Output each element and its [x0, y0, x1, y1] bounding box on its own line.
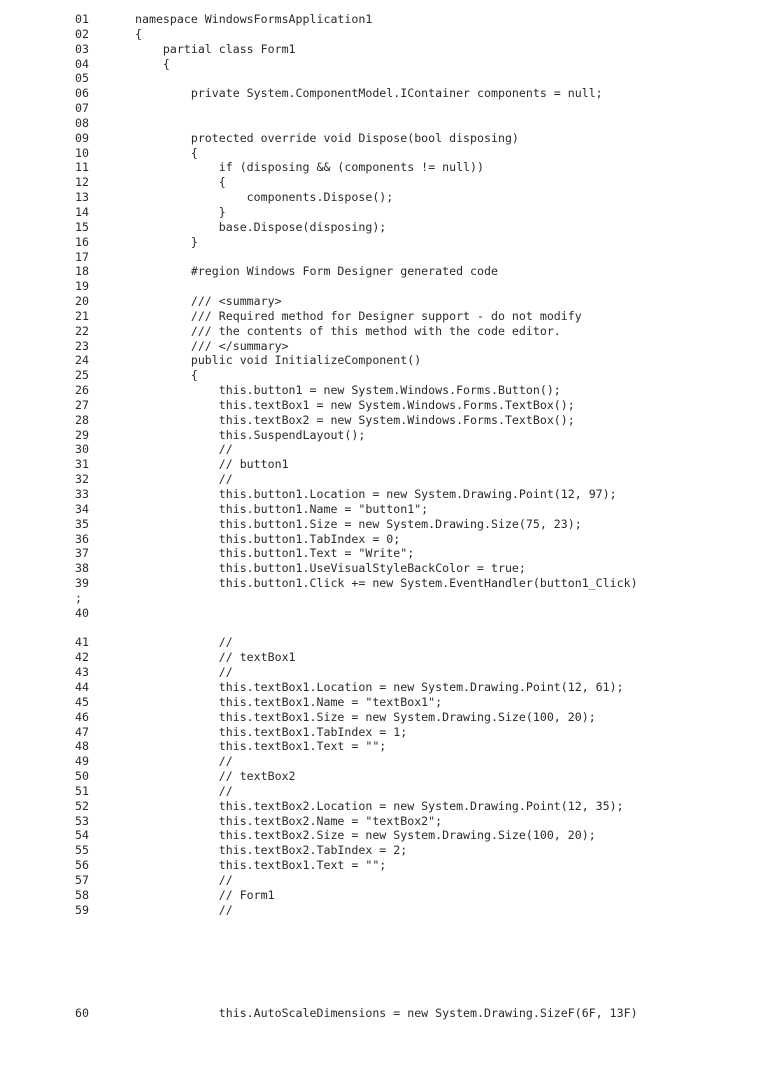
code-line [0, 546, 768, 561]
code-text: { [135, 145, 198, 160]
code-line [0, 383, 768, 398]
code-text: namespace WindowsFormsApplication1 [135, 12, 373, 26]
line-number: 04 [75, 56, 89, 71]
code-line [0, 86, 768, 101]
code-line [0, 858, 768, 873]
code-line [0, 621, 768, 636]
code-line [0, 828, 768, 843]
line-number: 55 [75, 843, 89, 858]
code-text: // [135, 872, 233, 887]
code-text: this.textBox2.TabIndex = 2; [135, 843, 408, 858]
code-text: this.AutoScaleDimensions = new System.Drawing.SizeF(6F, 13F) [135, 1006, 638, 1020]
code-text: partial class Form1 [135, 41, 296, 56]
line-number: 24 [75, 353, 89, 368]
code-line [0, 324, 768, 339]
code-text: { [135, 175, 226, 190]
line-number: 02 [75, 26, 89, 41]
code-line [0, 814, 768, 829]
code-line [0, 190, 768, 205]
code-text: this.textBox2.Size = new System.Drawing.Size(100, 20); [135, 828, 596, 843]
code-line [0, 294, 768, 309]
code-line [0, 250, 768, 265]
line-number: 45 [75, 694, 89, 709]
line-number: 11 [75, 160, 89, 175]
code-text: { [135, 368, 198, 383]
line-number: 27 [75, 397, 89, 412]
line-number: 44 [75, 679, 89, 694]
code-line [0, 843, 768, 858]
code-line [0, 487, 768, 502]
code-text: { [135, 26, 142, 41]
code-line [0, 279, 768, 294]
code-line [0, 650, 768, 665]
code-text: this.textBox2.Name = "textBox2"; [135, 813, 443, 828]
line-number: 43 [75, 665, 89, 680]
line-number: 26 [75, 383, 89, 398]
line-number: 07 [75, 101, 89, 116]
code-line [0, 888, 768, 903]
code-text: base.Dispose(disposing); [135, 219, 387, 234]
line-number: 53 [75, 813, 89, 828]
code-text: this.textBox1 = new System.Windows.Forms.TextBox(); [135, 397, 575, 412]
code-text: { [135, 56, 170, 71]
code-text: public void InitializeComponent() [135, 353, 422, 368]
code-line [0, 235, 768, 250]
code-line [0, 725, 768, 740]
code-text: // [135, 665, 233, 680]
line-number: 28 [75, 412, 89, 427]
code-line [0, 695, 768, 710]
code-line [0, 710, 768, 725]
line-number: 39 [75, 576, 89, 591]
line-number: 54 [75, 828, 89, 843]
line-number: 19 [75, 279, 89, 294]
code-line [0, 264, 768, 279]
line-number: 51 [75, 783, 89, 798]
code-text: this.button1.TabIndex = 0; [135, 531, 401, 546]
code-line [0, 398, 768, 413]
code-line [0, 57, 768, 72]
code-text: // textBox2 [135, 769, 296, 784]
line-number: 31 [75, 457, 89, 472]
line-number: 03 [75, 41, 89, 56]
code-text: /// the contents of this method with the code editor. [135, 323, 561, 338]
code-text: this.textBox1.TabIndex = 1; [135, 724, 408, 739]
code-line [0, 368, 768, 383]
code-text: this.textBox2.Location = new System.Drawing.Point(12, 35); [135, 798, 624, 813]
code-line [0, 799, 768, 814]
line-number: 30 [75, 442, 89, 457]
code-text: // [135, 472, 233, 487]
code-line [0, 339, 768, 354]
line-number: 20 [75, 294, 89, 309]
code-line [0, 873, 768, 888]
line-number: 57 [75, 872, 89, 887]
code-text: this.button1.Size = new System.Drawing.Size(75, 23); [135, 516, 582, 531]
code-line [0, 769, 768, 784]
code-line [0, 517, 768, 532]
line-number: 06 [75, 86, 89, 101]
line-number: 56 [75, 858, 89, 873]
line-number: 42 [75, 650, 89, 665]
line-number: 13 [75, 190, 89, 205]
code-line [0, 146, 768, 161]
line-number: 37 [75, 546, 89, 561]
code-text: // textBox1 [135, 650, 296, 665]
code-text: } [135, 204, 226, 219]
line-number: 52 [75, 798, 89, 813]
line-number: 12 [75, 175, 89, 190]
code-line-footer [0, 1006, 768, 1021]
code-text: /// Required method for Designer support - do not modify [135, 308, 582, 323]
code-text: this.SuspendLayout(); [135, 427, 366, 442]
code-line [0, 220, 768, 235]
line-number: 10 [75, 145, 89, 160]
line-number: 58 [75, 887, 89, 902]
line-number: 34 [75, 501, 89, 516]
line-number: 33 [75, 487, 89, 501]
line-number: 48 [75, 739, 89, 754]
code-line [0, 576, 768, 591]
code-line [0, 27, 768, 42]
code-text: private System.ComponentModel.IContainer components = null; [135, 86, 603, 101]
code-line [0, 116, 768, 131]
line-number: 41 [75, 635, 89, 650]
code-line [0, 205, 768, 220]
code-line [0, 680, 768, 695]
code-text: this.textBox1.Name = "textBox1"; [135, 694, 443, 709]
code-text: // [135, 635, 233, 650]
code-listing [0, 12, 768, 917]
line-number: 38 [75, 561, 89, 576]
code-line [0, 413, 768, 428]
code-text: } [135, 234, 198, 249]
line-number: 40 [75, 605, 89, 620]
code-line [0, 160, 768, 175]
line-number: 14 [75, 204, 89, 219]
line-number: 29 [75, 427, 89, 442]
line-number: 09 [75, 130, 89, 145]
code-line [0, 442, 768, 457]
line-number: 46 [75, 709, 89, 724]
code-text: // [135, 783, 233, 798]
line-number: 36 [75, 531, 89, 546]
code-text: // [135, 754, 233, 769]
line-number: 18 [75, 264, 89, 279]
line-number: 50 [75, 769, 89, 784]
code-text: /// <summary> [135, 294, 282, 309]
line-number: 15 [75, 219, 89, 234]
line-number: 08 [75, 115, 89, 130]
code-line [0, 532, 768, 547]
code-text: components.Dispose(); [135, 190, 394, 205]
code-text: // button1 [135, 457, 289, 472]
code-line [0, 42, 768, 57]
code-text: // [135, 442, 233, 457]
line-number: 47 [75, 724, 89, 739]
line-number: 49 [75, 754, 89, 769]
code-line [0, 309, 768, 324]
line-number: 01 [75, 12, 89, 26]
line-number: 59 [75, 902, 89, 917]
code-text: this.button1 = new System.Windows.Forms.Button(); [135, 383, 561, 398]
line-number: 32 [75, 472, 89, 487]
code-line [0, 457, 768, 472]
code-line [0, 606, 768, 621]
code-text: this.textBox1.Location = new System.Drawing.Point(12, 61); [135, 679, 624, 694]
code-line [0, 175, 768, 190]
code-text: this.textBox1.Text = ""; [135, 739, 387, 754]
code-line [0, 428, 768, 443]
code-line [0, 561, 768, 576]
code-text: protected override void Dispose(bool disposing) [135, 130, 519, 145]
code-text: /// </summary> [135, 338, 289, 353]
code-text: this.button1.UseVisualStyleBackColor = true; [135, 561, 526, 576]
line-number: 60 [75, 1006, 89, 1020]
code-text: if (disposing && (components != null)) [135, 160, 485, 175]
line-number: 35 [75, 516, 89, 531]
code-line [0, 71, 768, 86]
code-text: this.button1.Click += new System.EventHandler(button1_Click) [135, 576, 638, 591]
code-text: this.textBox1.Text = ""; [135, 858, 387, 873]
code-line [0, 635, 768, 650]
code-text: this.textBox2 = new System.Windows.Forms.TextBox(); [135, 412, 575, 427]
code-line [0, 784, 768, 799]
code-text: #region Windows Form Designer generated code [135, 264, 498, 279]
line-number: 25 [75, 368, 89, 383]
code-text: this.button1.Text = "Write"; [135, 546, 415, 561]
line-number: 23 [75, 338, 89, 353]
code-line [0, 739, 768, 754]
code-text: this.button1.Name = "button1"; [135, 501, 429, 516]
code-line [0, 101, 768, 116]
code-line [0, 502, 768, 517]
code-text: this.textBox1.Size = new System.Drawing.Size(100, 20); [135, 709, 596, 724]
line-number: 05 [75, 71, 89, 86]
code-line [0, 903, 768, 918]
code-line [0, 754, 768, 769]
code-line [0, 472, 768, 487]
code-line [0, 665, 768, 680]
line-number: 21 [75, 308, 89, 323]
code-text: // [135, 902, 233, 917]
line-number: 16 [75, 234, 89, 249]
code-line [0, 12, 768, 27]
code-line [0, 353, 768, 368]
code-text: ; [75, 590, 82, 605]
code-text: this.button1.Location = new System.Drawing.Point(12, 97); [135, 487, 617, 501]
line-number: 17 [75, 249, 89, 264]
line-number: 22 [75, 323, 89, 338]
code-text: // Form1 [135, 887, 275, 902]
code-line [0, 591, 768, 606]
code-line [0, 131, 768, 146]
